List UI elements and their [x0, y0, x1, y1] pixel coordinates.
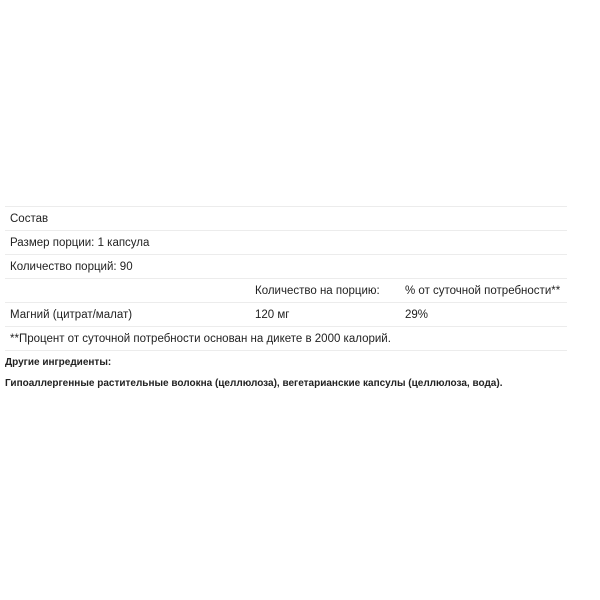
nutrient-name: Магний (цитрат/малат) [5, 303, 250, 327]
column-header-amount: Количество на порцию: [250, 279, 400, 303]
column-header-row [5, 279, 567, 303]
serving-size: Размер порции: 1 капсула [5, 231, 567, 255]
column-header-blank [5, 279, 250, 303]
nutrient-dv: 29% [400, 303, 567, 327]
other-ingredients-title: Другие ингредиенты: [5, 357, 112, 368]
column-header-dv: % от суточной потребности** [400, 279, 567, 303]
nutrient-amount: 120 мг [250, 303, 400, 327]
footnote-row [5, 327, 567, 351]
supplement-facts-table [5, 206, 567, 351]
serving-size-row [5, 231, 567, 255]
servings-per-container: Количество порций: 90 [5, 255, 567, 279]
facts-title-row [5, 207, 567, 231]
servings-per-container-row [5, 255, 567, 279]
table-row [5, 303, 567, 327]
facts-title: Состав [5, 207, 567, 231]
footnote: **Процент от суточной потребности основан на дикете в 2000 калорий. [5, 327, 567, 351]
other-ingredients-text: Гипоаллергенные растительные волокна (целлюлоза), вегетарианские капсулы (целлюлоза, вода). [5, 378, 503, 389]
